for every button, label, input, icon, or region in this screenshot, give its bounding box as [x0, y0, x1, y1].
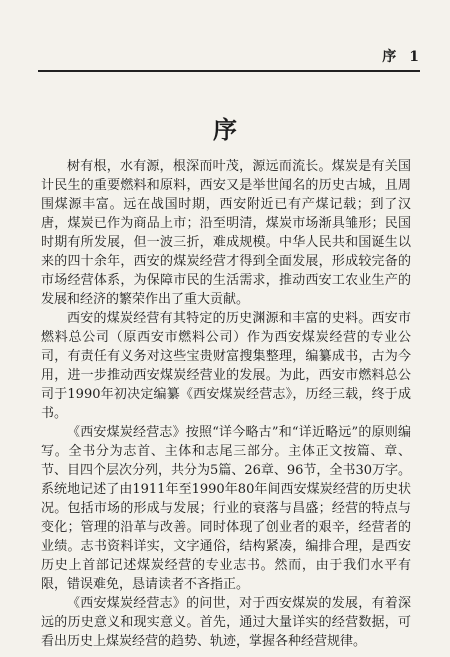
header-rule	[38, 70, 420, 72]
paragraph-4: 《西安煤炭经营志》的问世，对于西安煤炭的发展，有着深远的历史意义和现实意义。首先，通过大量详实的经营数据，可看出历史上煤炭经营的趋势、轨迹，掌握各种经营规律。	[41, 596, 411, 649]
paragraph-2: 西安的煤炭经营有其特定的历史渊源和丰富的史料。西安市燃料总公司（原西安市燃料公司）作为西安煤炭经营的专业公司，有责任有义务对这些宝贵财富搜集整理，编纂成书，古为今用，进一步推动西安煤炭经营业的发展。为此，西安市燃料总公司于1990年初决定编纂《西安煤炭经营志》，历经三载，终于成书。	[41, 311, 411, 421]
running-head	[0, 46, 420, 66]
page-title: 序	[213, 115, 237, 144]
paragraph-1: 树有根，水有源，根深而叶茂，源远而流长。煤炭是有关国计民生的重要燃料和原料，西安又是举世闻名的历史古城，且周围煤源丰富。远在战国时期，西安附近已有产煤记载；到了汉唐，煤炭已作为商品上市；沿至明清，煤炭市场渐具雏形；民国时期有所发展，但一波三折，难成规模。中华人民共和国诞生以来的四十余年，西安的煤炭经营才得到全面发展，形成较完备的市场经营体系，为保障市民的生活需求，推动西安工农业生产的发展和经济的繁荣作出了重大贡献。	[41, 159, 411, 307]
page-number: 1	[409, 49, 420, 65]
body-text	[41, 157, 411, 651]
paragraph-3: 《西安煤炭经营志》按照“详今略古”和“详近略远”的原则编写。全书分为志首、主体和志尾三部分。主体正文按篇、章、节、目四个层次分列，共分为5篇、26章、96节，全书30万字。系统地记述了由1911年至1990年80年间西安煤炭经营的历史状况。包括市场的形成与发展；行业的衰落与昌盛；经营的特点与变化；管理的沿革与改善。同时体现了创业者的艰辛，经营者的业绩。志书资料详实，文字通俗，结构紧凑，编排合理，是西安历史上首部记述煤炭经营的专业志书。然而，由于我们水平有限，错误难免，恳请读者不吝指正。	[41, 425, 411, 592]
running-head-title: 序	[382, 49, 398, 65]
